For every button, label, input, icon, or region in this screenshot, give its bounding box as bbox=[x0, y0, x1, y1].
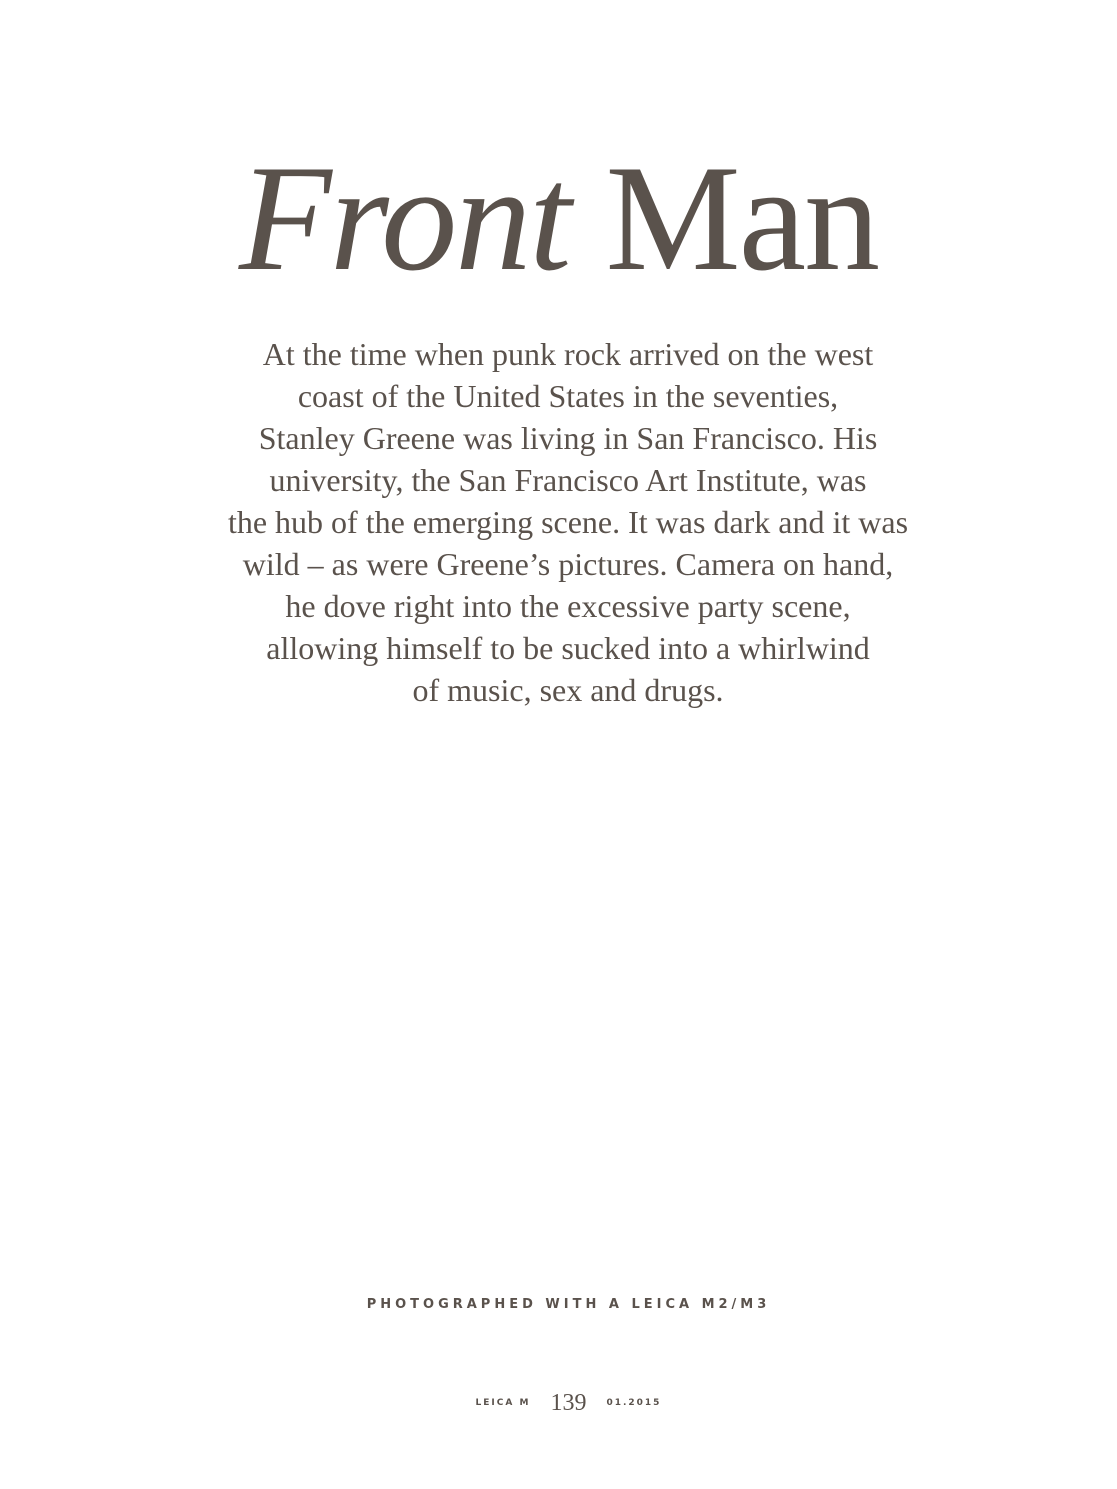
footer-issue: 01.2015 bbox=[606, 1398, 662, 1408]
intro-line: he dove right into the excessive party scene, bbox=[285, 588, 851, 624]
photo-credit: PHOTOGRAPHED WITH A LEICA M2/M3 bbox=[366, 1297, 771, 1312]
intro-line: coast of the United States in the seventies, bbox=[297, 378, 839, 414]
article-title-italic: Front bbox=[238, 134, 570, 302]
intro-line: At the time when punk rock arrived on the west bbox=[262, 336, 874, 372]
intro-line: the hub of the emerging scene. It was dark and it was bbox=[227, 504, 909, 540]
article-title-roman: Man bbox=[605, 134, 879, 302]
page-footer bbox=[0, 1388, 1117, 1418]
intro-line: Stanley Greene was living in San Francisco. His bbox=[258, 420, 878, 456]
footer-magazine: LEICA M bbox=[475, 1398, 531, 1408]
intro-line: wild – as were Greene’s pictures. Camera on hand, bbox=[242, 546, 894, 582]
intro-line: allowing himself to be sucked into a whirlwind bbox=[266, 630, 870, 666]
article-intro bbox=[158, 333, 978, 711]
intro-line: university, the San Francisco Art Institute, was bbox=[269, 462, 867, 498]
page-number: 139 bbox=[550, 1389, 587, 1416]
intro-line: of music, sex and drugs. bbox=[412, 672, 724, 708]
article-title bbox=[0, 134, 1117, 302]
